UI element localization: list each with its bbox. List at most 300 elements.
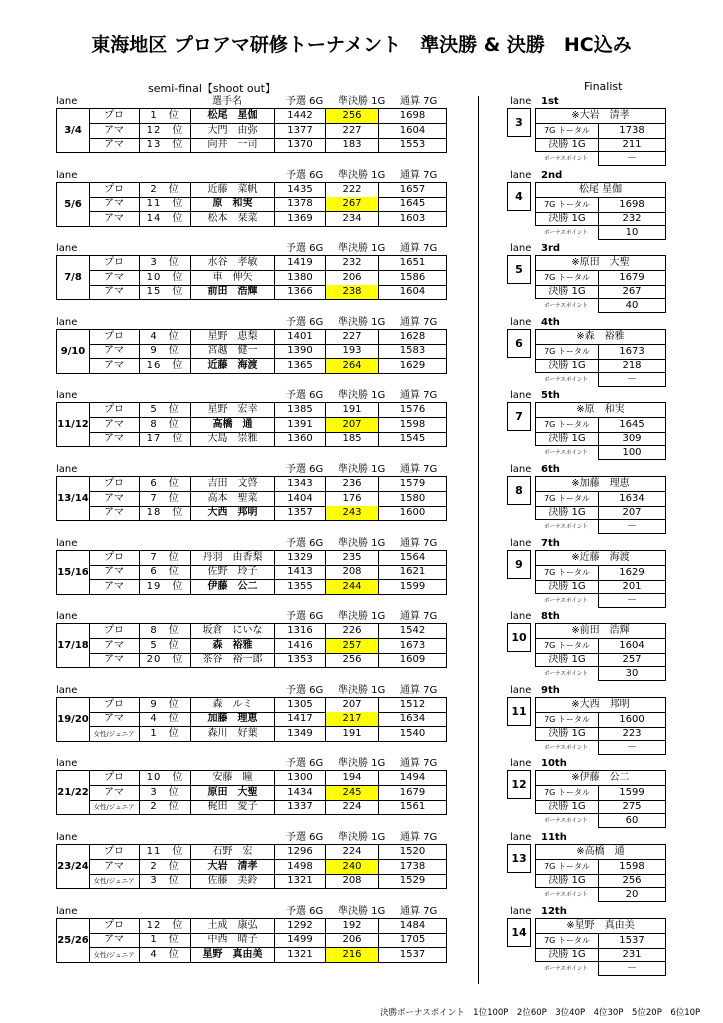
rank-cell — [140, 109, 191, 123]
semi1-score: 176 — [326, 492, 379, 506]
finalist-name: 松尾 星伽 — [536, 183, 665, 198]
qual6-score: 1349 — [275, 727, 326, 741]
category-cell: プロ — [89, 919, 140, 933]
player-name: 安藤 瞳 — [191, 771, 275, 785]
category-cell: 女性/ジュニア — [89, 727, 140, 741]
lane-number: 11/12 — [57, 403, 90, 446]
lane-label: lane — [56, 684, 78, 696]
qual6-score: 1316 — [275, 624, 326, 638]
finalist-total7: 1738 — [599, 124, 665, 139]
semi1-score: 206 — [326, 933, 379, 947]
qual6-score: 1305 — [275, 698, 326, 712]
semi1-score: 232 — [326, 256, 379, 270]
finalist-final1g: 256 — [622, 875, 642, 886]
bonus-value: 40 — [598, 299, 666, 313]
qual6-score: 1370 — [275, 138, 326, 152]
qual6-score: 1321 — [275, 948, 326, 962]
place-label: 11th — [541, 832, 567, 843]
bonus-label: ボーナスポイント — [544, 597, 588, 604]
category-cell: アマ — [89, 124, 140, 138]
total7-header: 通算 7G — [400, 758, 438, 770]
finalist-box — [535, 255, 666, 299]
category-cell: アマ — [89, 506, 140, 520]
place-label: 6th — [541, 464, 560, 475]
semi1-score: 234 — [326, 212, 379, 226]
total7-score: 1599 — [399, 580, 426, 592]
semi1-score: 227 — [326, 124, 379, 138]
rank-cell — [140, 727, 191, 741]
category-cell: アマ — [89, 933, 140, 947]
semi1-header: 準決勝 1G — [338, 758, 386, 770]
rank-cell — [140, 344, 191, 358]
lane-number: 15/16 — [57, 551, 90, 594]
category-cell: プロ — [89, 330, 140, 344]
rank-suffix: 位 — [168, 418, 180, 430]
finalist-card — [507, 329, 666, 387]
total7-header: 通算 7G — [400, 464, 438, 475]
semi1-score: 244 — [326, 580, 379, 594]
finalist-box — [535, 770, 666, 814]
final1g-label: 決勝 1G — [536, 653, 599, 667]
bonus-value: 100 — [598, 446, 666, 460]
table-row — [89, 212, 446, 226]
bonus-value: 20 — [598, 888, 666, 902]
table-row — [89, 771, 446, 786]
semi1-score: 256 — [326, 109, 379, 123]
finalist-final1g: 267 — [622, 286, 642, 298]
finalist-seed: 14 — [507, 918, 531, 947]
semifinal-table — [56, 697, 447, 742]
total7-score: 1604 — [399, 124, 426, 136]
player-name: 吉田 文啓 — [191, 477, 275, 491]
table-row — [89, 359, 446, 373]
total7-header: 通算 7G — [400, 611, 438, 623]
table-row — [89, 580, 446, 594]
rank-value: 1 — [150, 727, 158, 739]
finalist-final1g: 309 — [622, 433, 642, 445]
finalist-card — [507, 255, 666, 313]
semi1-score: 191 — [326, 403, 379, 417]
semi1-score: 183 — [326, 138, 379, 152]
lane-label: lane — [56, 758, 78, 770]
finalist-seed: 10 — [507, 623, 531, 652]
qual6-score: 1353 — [275, 653, 326, 667]
rank-cell — [140, 432, 191, 446]
finalist-box — [535, 108, 666, 152]
table-row — [89, 786, 446, 801]
finalist-total7: 1537 — [599, 934, 665, 949]
total7-header: 通算 7G — [400, 96, 438, 107]
finalist-seed: 4 — [507, 182, 531, 211]
total7-label: 7G トータル — [536, 345, 599, 360]
rank-value: 9 — [150, 698, 158, 710]
bonus-label: ボーナスポイント — [544, 818, 588, 825]
final1g-label: 決勝 1G — [536, 359, 599, 373]
finalist-final1g: 207 — [622, 507, 642, 518]
semifinal-table — [56, 255, 447, 300]
rank-cell — [140, 565, 191, 579]
category-cell: プロ — [89, 624, 140, 638]
player-name: 伊藤 公二 — [191, 580, 275, 594]
category-cell: 女性/ジュニア — [89, 874, 140, 888]
semi1-score: 193 — [326, 344, 379, 358]
qual6-score: 1419 — [275, 256, 326, 270]
player-name: 近藤 海渡 — [191, 359, 275, 373]
total7-score: 1645 — [399, 198, 426, 210]
finalist-lane-label: lane — [510, 537, 532, 549]
total7-score: 1586 — [399, 271, 426, 283]
total7-score: 1598 — [399, 418, 426, 430]
total7-label: 7G トータル — [536, 713, 599, 728]
lane-label: lane — [56, 905, 78, 917]
bonus-label: ボーナスポイント — [544, 156, 588, 162]
table-row — [89, 138, 446, 152]
total7-score: 1540 — [399, 727, 426, 739]
rank-value: 17 — [146, 433, 162, 445]
rank-value: 2 — [150, 183, 158, 195]
rank-suffix: 位 — [172, 271, 184, 283]
rank-value: 13 — [146, 139, 162, 150]
rank-suffix: 位 — [168, 713, 180, 725]
rank-cell — [140, 845, 191, 859]
semi1-score: 257 — [326, 639, 379, 653]
qual6-score: 1434 — [275, 786, 326, 800]
semifinal-table — [56, 918, 447, 963]
total7-score: 1542 — [399, 625, 426, 637]
rank-cell — [140, 124, 191, 138]
final1g-label: 決勝 1G — [536, 800, 599, 814]
finalist-lane-label: lane — [510, 905, 532, 917]
rank-suffix: 位 — [168, 625, 180, 637]
total7-label: 7G トータル — [536, 198, 599, 213]
page-title: 東海地区 プロアマ研修トーナメント 準決勝 & 決勝 HC込み — [91, 34, 632, 56]
total7-score: 1545 — [399, 433, 426, 445]
finalist-total7: 1679 — [599, 271, 665, 286]
rank-value: 6 — [150, 478, 158, 489]
qual6-score: 1417 — [275, 712, 326, 726]
player-name: 坂倉 にいな — [191, 624, 275, 638]
rank-suffix: 位 — [168, 934, 180, 946]
table-row — [89, 639, 446, 654]
place-label: 12th — [541, 905, 567, 917]
rank-suffix: 位 — [168, 727, 180, 739]
rank-value: 7 — [150, 551, 158, 563]
lane-number: 17/18 — [57, 624, 90, 667]
finalist-box — [535, 402, 666, 446]
qual6-header: 予選 6G — [286, 243, 324, 255]
semi1-header: 準決勝 1G — [338, 96, 386, 107]
total7-score: 1583 — [399, 345, 426, 357]
player-name: 松尾 星伽 — [191, 109, 275, 123]
total7-score: 1564 — [399, 551, 426, 563]
finalist-seed: 8 — [507, 476, 531, 505]
finalist-final1g: 218 — [622, 359, 642, 371]
rank-cell — [140, 948, 191, 962]
category-cell: プロ — [89, 551, 140, 565]
category-cell: プロ — [89, 183, 140, 197]
rank-value: 16 — [146, 359, 162, 371]
player-name: 松本 栞菜 — [191, 212, 275, 226]
finalist-seed: 5 — [507, 255, 531, 284]
qual6-header: 予選 6G — [286, 169, 324, 181]
finalist-seed: 7 — [507, 402, 531, 431]
total7-score: 1651 — [399, 257, 426, 269]
finalist-box — [535, 623, 666, 667]
player-name: 向井 一司 — [191, 138, 275, 152]
semi1-score: 226 — [326, 624, 379, 638]
finalist-lane-label: lane — [510, 758, 532, 770]
total7-score: 1738 — [399, 860, 426, 872]
bonus-value: － — [598, 520, 666, 534]
qual6-score: 1499 — [275, 933, 326, 947]
semi1-score: 264 — [326, 359, 379, 373]
semi1-header: 準決勝 1G — [338, 832, 386, 843]
semi1-header: 準決勝 1G — [338, 316, 386, 328]
player-name: 水谷 孝敏 — [191, 256, 275, 270]
qual6-header: 予選 6G — [286, 464, 324, 475]
qual6-score: 1343 — [275, 477, 326, 491]
finalist-total7: 1629 — [599, 566, 665, 581]
rank-value: 12 — [146, 124, 162, 136]
total7-header: 通算 7G — [400, 243, 438, 255]
match-block — [0, 611, 723, 681]
semi1-header: 準決勝 1G — [338, 905, 386, 917]
player-name: 梶田 愛子 — [191, 800, 275, 814]
finalist-lane-label: lane — [510, 169, 532, 181]
rank-cell — [140, 256, 191, 270]
qual6-header: 予選 6G — [286, 96, 324, 107]
total7-score: 1673 — [399, 639, 426, 651]
player-name: 森川 好葉 — [191, 727, 275, 741]
finalist-name: ※星野 真由美 — [536, 919, 665, 934]
rank-cell — [140, 477, 191, 491]
table-row — [89, 403, 446, 418]
rank-cell — [140, 506, 191, 520]
table-row — [89, 492, 446, 507]
table-row — [89, 330, 446, 345]
finalist-name: ※加藤 理恵 — [536, 477, 665, 492]
rank-cell — [140, 712, 191, 726]
category-cell: アマ — [89, 639, 140, 653]
player-name: 大西 邦明 — [191, 506, 275, 520]
rank-cell — [140, 197, 191, 211]
finalist-lane-label: lane — [510, 464, 532, 475]
total7-header: 通算 7G — [400, 169, 438, 181]
total7-score: 1705 — [399, 934, 426, 946]
rank-suffix: 位 — [168, 345, 180, 357]
table-row — [89, 256, 446, 271]
rank-cell — [140, 403, 191, 417]
player-name: 中西 晴子 — [191, 933, 275, 947]
category-cell: アマ — [89, 492, 140, 506]
semifinal-table — [56, 182, 447, 227]
rank-value: 4 — [150, 948, 158, 960]
bonus-label: ボーナスポイント — [544, 524, 588, 530]
rank-suffix: 位 — [168, 801, 180, 813]
match-block — [0, 390, 723, 460]
semi1-score: 208 — [326, 565, 379, 579]
rank-suffix: 位 — [168, 698, 180, 710]
semi1-score: 256 — [326, 653, 379, 667]
match-block — [0, 906, 723, 976]
category-cell: アマ — [89, 359, 140, 373]
qual6-score: 1357 — [275, 506, 326, 520]
semi1-header: 準決勝 1G — [338, 611, 386, 623]
player-name: 星野 恵梨 — [191, 330, 275, 344]
match-block — [0, 170, 723, 240]
category-cell: アマ — [89, 565, 140, 579]
rank-cell — [140, 653, 191, 667]
table-row — [89, 344, 446, 359]
qual6-score: 1321 — [275, 874, 326, 888]
finalist-seed: 6 — [507, 329, 531, 358]
finalist-seed: 11 — [507, 697, 531, 726]
finalist-box — [535, 697, 666, 741]
semifinal-header: semi-final【shoot out】 — [148, 82, 276, 95]
rank-value: 1 — [150, 110, 158, 121]
finalist-card — [507, 697, 666, 755]
player-name: 茶谷 裕一郎 — [191, 653, 275, 667]
table-row — [89, 551, 446, 566]
player-name: 前田 浩輝 — [191, 285, 275, 299]
semi1-score: 185 — [326, 432, 379, 446]
finalist-final1g: 223 — [622, 727, 642, 739]
lane-number: 5/6 — [57, 183, 90, 226]
final1g-label: 決勝 1G — [536, 212, 599, 226]
finalist-box — [535, 918, 666, 962]
table-row — [89, 874, 446, 888]
qual6-score: 1365 — [275, 359, 326, 373]
rank-value: 1 — [150, 934, 158, 946]
finalist-card — [507, 623, 666, 681]
final1g-label: 決勝 1G — [536, 138, 599, 152]
match-block — [0, 243, 723, 313]
rank-cell — [140, 138, 191, 152]
bonus-label: ボーナスポイント — [544, 965, 588, 972]
total7-score: 1512 — [399, 698, 426, 710]
category-cell: アマ — [89, 344, 140, 358]
finalist-seed: 12 — [507, 770, 531, 799]
qual6-score: 1369 — [275, 212, 326, 226]
rank-value: 15 — [146, 286, 162, 298]
semifinal-table — [56, 329, 447, 374]
table-row — [89, 933, 446, 948]
lane-label: lane — [56, 96, 78, 107]
bonus-value: － — [598, 962, 666, 976]
final1g-label: 決勝 1G — [536, 874, 599, 888]
rank-cell — [140, 919, 191, 933]
qual6-score: 1296 — [275, 845, 326, 859]
rank-value: 18 — [146, 507, 162, 518]
total7-score: 1621 — [399, 566, 426, 578]
qual6-header: 予選 6G — [286, 684, 324, 696]
rank-value: 8 — [150, 625, 158, 637]
finalist-card — [507, 182, 666, 240]
table-row — [89, 698, 446, 713]
table-row — [89, 271, 446, 286]
rank-suffix: 位 — [172, 772, 184, 784]
table-row — [89, 727, 446, 741]
finalist-lane-label: lane — [510, 611, 532, 623]
total7-score: 1634 — [399, 713, 426, 725]
player-name: 土成 康弘 — [191, 919, 275, 933]
qual6-score: 1435 — [275, 183, 326, 197]
finalist-card — [507, 550, 666, 608]
total7-score: 1600 — [399, 507, 426, 518]
qual6-score: 1380 — [275, 271, 326, 285]
table-row — [89, 919, 446, 934]
semifinal-table — [56, 402, 447, 447]
bonus-label: ボーナスポイント — [544, 671, 588, 678]
rank-cell — [140, 359, 191, 373]
table-row — [89, 845, 446, 860]
finalist-total7: 1598 — [599, 860, 665, 875]
player-name: 宮越 健一 — [191, 344, 275, 358]
semi1-score: 208 — [326, 874, 379, 888]
qual6-header: 予選 6G — [286, 611, 324, 623]
place-label: 2nd — [541, 169, 563, 181]
place-label: 8th — [541, 611, 560, 623]
total7-label: 7G トータル — [536, 639, 599, 654]
total7-score: 1604 — [399, 286, 426, 298]
qual6-score: 1401 — [275, 330, 326, 344]
qual6-score: 1442 — [275, 109, 326, 123]
lane-number: 21/22 — [57, 771, 90, 814]
qual6-score: 1329 — [275, 551, 326, 565]
total7-score: 1520 — [399, 846, 426, 857]
player-name: 大岩 清孝 — [191, 860, 275, 874]
rank-value: 5 — [150, 639, 158, 651]
qual6-header: 予選 6G — [286, 905, 324, 917]
total7-score: 1529 — [399, 875, 426, 886]
rank-value: 2 — [150, 801, 158, 813]
player-name: 近藤 菜帆 — [191, 183, 275, 197]
bonus-value: 60 — [598, 814, 666, 828]
rank-suffix: 位 — [168, 566, 180, 578]
bonus-label: ボーナスポイント — [544, 892, 588, 898]
bonus-value: 30 — [598, 667, 666, 681]
finalist-final1g: 231 — [622, 948, 642, 960]
qual6-score: 1337 — [275, 800, 326, 814]
rank-suffix: 位 — [168, 639, 180, 651]
final1g-label: 決勝 1G — [536, 580, 599, 594]
total7-score: 1698 — [399, 110, 426, 121]
rank-suffix: 位 — [172, 139, 184, 150]
final1g-label: 決勝 1G — [536, 285, 599, 299]
rank-cell — [140, 771, 191, 785]
semi1-score: 217 — [326, 712, 379, 726]
finalist-card — [507, 402, 666, 460]
lane-number: 7/8 — [57, 256, 90, 299]
total7-label: 7G トータル — [536, 418, 599, 433]
rank-value: 11 — [146, 846, 162, 857]
finalist-box — [535, 476, 666, 520]
semi1-score: 192 — [326, 919, 379, 933]
finalist-lane-label: lane — [510, 96, 532, 107]
player-name: 佐藤 美鈴 — [191, 874, 275, 888]
finalist-header: Finalist — [584, 80, 623, 93]
finalist-card — [507, 918, 666, 976]
rank-suffix: 位 — [172, 507, 184, 518]
finalist-name: ※原田 大聖 — [536, 256, 665, 271]
total7-label: 7G トータル — [536, 566, 599, 581]
bonus-footer: 決勝ボーナスポイント 1位100P 2位60P 3位40P 4位30P 5位20P 6位10P — [380, 1008, 701, 1018]
semi1-header: 準決勝 1G — [338, 243, 386, 255]
category-cell: アマ — [89, 418, 140, 432]
finalist-total7: 1634 — [599, 492, 665, 507]
qual6-score: 1404 — [275, 492, 326, 506]
category-cell: アマ — [89, 653, 140, 667]
